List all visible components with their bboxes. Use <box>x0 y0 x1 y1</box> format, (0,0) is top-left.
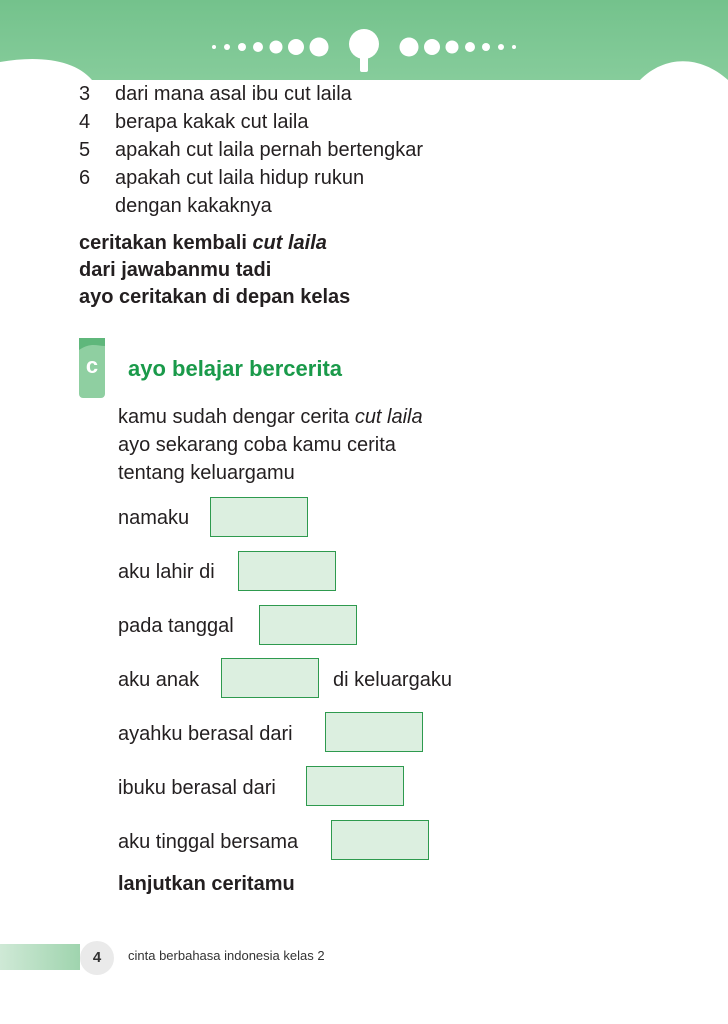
retell-text: ceritakan kembali <box>79 232 253 254</box>
mother-origin-input-box[interactable] <box>306 766 404 806</box>
live-with-input-box[interactable] <box>331 820 429 860</box>
badge-corner-icon <box>79 338 105 364</box>
intro-name: cut laila <box>354 406 423 428</box>
label-child-suffix: di keluargaku <box>333 669 452 691</box>
label-mother: ibuku berasal dari <box>118 777 276 799</box>
question-number: 6 <box>79 167 91 189</box>
question-text: berapa kakak cut laila <box>115 111 309 133</box>
intro-text: kamu sudah dengar cerita <box>118 406 355 428</box>
label-father: ayahku berasal dari <box>118 723 293 745</box>
question-text: apakah cut laila hidup rukun <box>115 167 365 189</box>
intro-line-1 <box>118 405 423 429</box>
continue-story: lanjutkan ceritamu <box>118 873 295 895</box>
retell-line-2: dari jawabanmu tadi <box>79 259 272 281</box>
page-number: 4 <box>80 941 114 975</box>
question-6-continuation: dengan kakaknya <box>115 195 272 217</box>
question-text: dari mana asal ibu cut laila <box>115 83 352 105</box>
name-input-box[interactable] <box>210 497 308 537</box>
label-child: aku anak <box>118 669 200 691</box>
label-date: pada tanggal <box>118 615 234 637</box>
label-live: aku tinggal bersama <box>118 831 299 853</box>
footer-title: cinta berbahasa indonesia kelas 2 <box>128 948 325 963</box>
footer-bar <box>0 944 80 970</box>
label-born: aku lahir di <box>118 561 215 583</box>
question-6 <box>79 166 364 190</box>
header-band <box>0 0 728 80</box>
section-title: ayo belajar bercerita <box>128 356 343 381</box>
question-5 <box>79 138 423 162</box>
label-name: namaku <box>118 507 190 529</box>
father-origin-input-box[interactable] <box>325 712 423 752</box>
date-input-box[interactable] <box>259 605 357 645</box>
question-number: 4 <box>79 111 91 133</box>
intro-line-3: tentang keluargamu <box>118 462 295 484</box>
child-order-input-box[interactable] <box>221 658 319 698</box>
question-text: apakah cut laila pernah bertengkar <box>115 139 423 161</box>
intro-line-2: ayo sekarang coba kamu cerita <box>118 434 396 456</box>
question-number: 5 <box>79 139 91 161</box>
born-input-box[interactable] <box>238 551 336 591</box>
retell-name: cut laila <box>252 232 327 254</box>
section-letter: c <box>85 353 99 378</box>
retell-line-3: ayo ceritakan di depan kelas <box>79 286 351 308</box>
retell-line-1 <box>79 231 327 255</box>
question-4 <box>79 110 308 134</box>
question-number: 3 <box>79 83 91 105</box>
question-3 <box>79 82 352 106</box>
